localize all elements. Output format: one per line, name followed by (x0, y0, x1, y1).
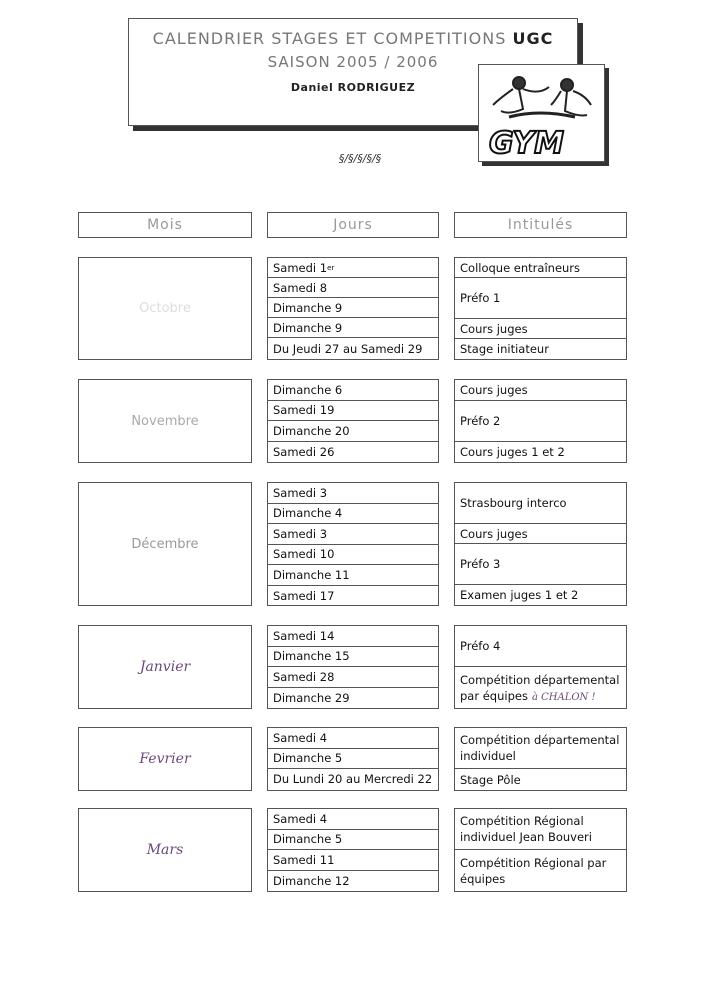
handwritten-note: à CHALON ! (531, 692, 596, 703)
titles-box-decembre (454, 482, 627, 606)
days-box-octobre (267, 257, 439, 360)
day-row: Dimanche 4 (268, 504, 438, 525)
day-row: Dimanche 9 (268, 298, 438, 318)
day-row: Samedi 3 (268, 483, 438, 504)
day-row: Dimanche 15 (268, 647, 438, 668)
column-header-jours: Jours (267, 212, 439, 238)
title-row: Préfo 3 (455, 544, 626, 585)
titles-box-octobre (454, 257, 627, 360)
days-box-decembre (267, 482, 439, 606)
month-label: Fevrier (139, 751, 191, 767)
column-header-mois: Mois (78, 212, 252, 238)
month-label: Décembre (131, 536, 199, 552)
day-row: Samedi 10 (268, 545, 438, 566)
month-label: Mars (146, 842, 184, 858)
day-row: Samedi 19 (268, 401, 438, 422)
day-row: Samedi 11 (268, 850, 438, 871)
day-row: Samedi 17 (273, 588, 335, 603)
month-box-octobre (78, 257, 252, 360)
day-row: Dimanche 6 (268, 380, 438, 401)
titles-box-novembre (454, 379, 627, 463)
titles-box-mars (454, 808, 627, 892)
month-box-fevrier (78, 727, 252, 791)
day-row: Samedi 26 (273, 444, 335, 459)
day-row: Dimanche 12 (273, 873, 350, 888)
day-superscript: er (327, 263, 335, 272)
day-row: Samedi 3 (268, 524, 438, 545)
day-row: Samedi 14 (268, 626, 438, 647)
title-row (455, 667, 626, 708)
title-main: CALENDRIER STAGES ET COMPETITIONS (152, 29, 507, 48)
title-row: Préfo 4 (455, 626, 626, 667)
days-box-janvier (267, 625, 439, 709)
days-box-novembre (267, 379, 439, 463)
days-box-fevrier (267, 727, 439, 791)
title-row: Cours juges 1 et 2 (460, 444, 565, 459)
title-row: Compétition Régional par équipes (460, 855, 607, 886)
title-line-2: SAISON 2005 / 2006 (267, 53, 439, 71)
month-label: Octobre (139, 301, 191, 316)
column-header-intitules: Intitulés (454, 212, 627, 238)
logo-text: GYM (489, 126, 564, 161)
month-label: Novembre (131, 413, 199, 429)
title-row: Stage initiateur (460, 342, 549, 356)
titles-box-janvier (454, 625, 627, 709)
day-row: Dimanche 9 (268, 318, 438, 338)
day-row: Dimanche 5 (268, 830, 438, 851)
section-divider: §/§/§/§/§ (338, 152, 382, 165)
day-row: Samedi 4 (268, 809, 438, 830)
day-row: Samedi 28 (268, 667, 438, 688)
title-row: Stage Pôle (460, 772, 521, 787)
month-label: Janvier (139, 659, 191, 675)
day-row: Dimanche 29 (273, 690, 350, 705)
gym-logo (478, 64, 605, 162)
title-row: Compétition départemental individuel (455, 728, 626, 769)
day-row: Samedi 4 (268, 728, 438, 749)
month-box-decembre (78, 482, 252, 606)
titles-box-fevrier (454, 727, 627, 791)
month-box-janvier (78, 625, 252, 709)
day-text: Samedi 1 (273, 260, 328, 275)
title-row: Cours juges (455, 380, 626, 401)
day-row: Dimanche 20 (268, 421, 438, 442)
title-row: Cours juges (455, 319, 626, 339)
month-box-mars (78, 808, 252, 892)
day-row: Dimanche 11 (268, 565, 438, 586)
title-text: Compétition départemental par équipes (460, 673, 620, 703)
author-name: Daniel RODRIGUEZ (290, 81, 416, 94)
day-row: Du Jeudi 27 au Samedi 29 (273, 341, 423, 356)
title-org: UGC (512, 29, 554, 48)
title-row: Compétition Régional individuel Jean Bouveri (455, 809, 626, 850)
title-row: Colloque entraîneurs (455, 258, 626, 278)
day-row (268, 258, 438, 278)
month-box-novembre (78, 379, 252, 463)
days-box-mars (267, 808, 439, 892)
title-row: Strasbourg interco (455, 483, 626, 524)
title-row: Examen juges 1 et 2 (460, 588, 579, 602)
title-line-1 (129, 29, 577, 48)
title-row: Préfo 2 (455, 401, 626, 442)
day-row: Samedi 8 (268, 278, 438, 298)
day-row: Du Lundi 20 au Mercredi 22 (273, 772, 433, 787)
title-row: Préfo 1 (455, 278, 626, 319)
title-row: Cours juges (455, 524, 626, 544)
day-row: Dimanche 5 (268, 749, 438, 770)
